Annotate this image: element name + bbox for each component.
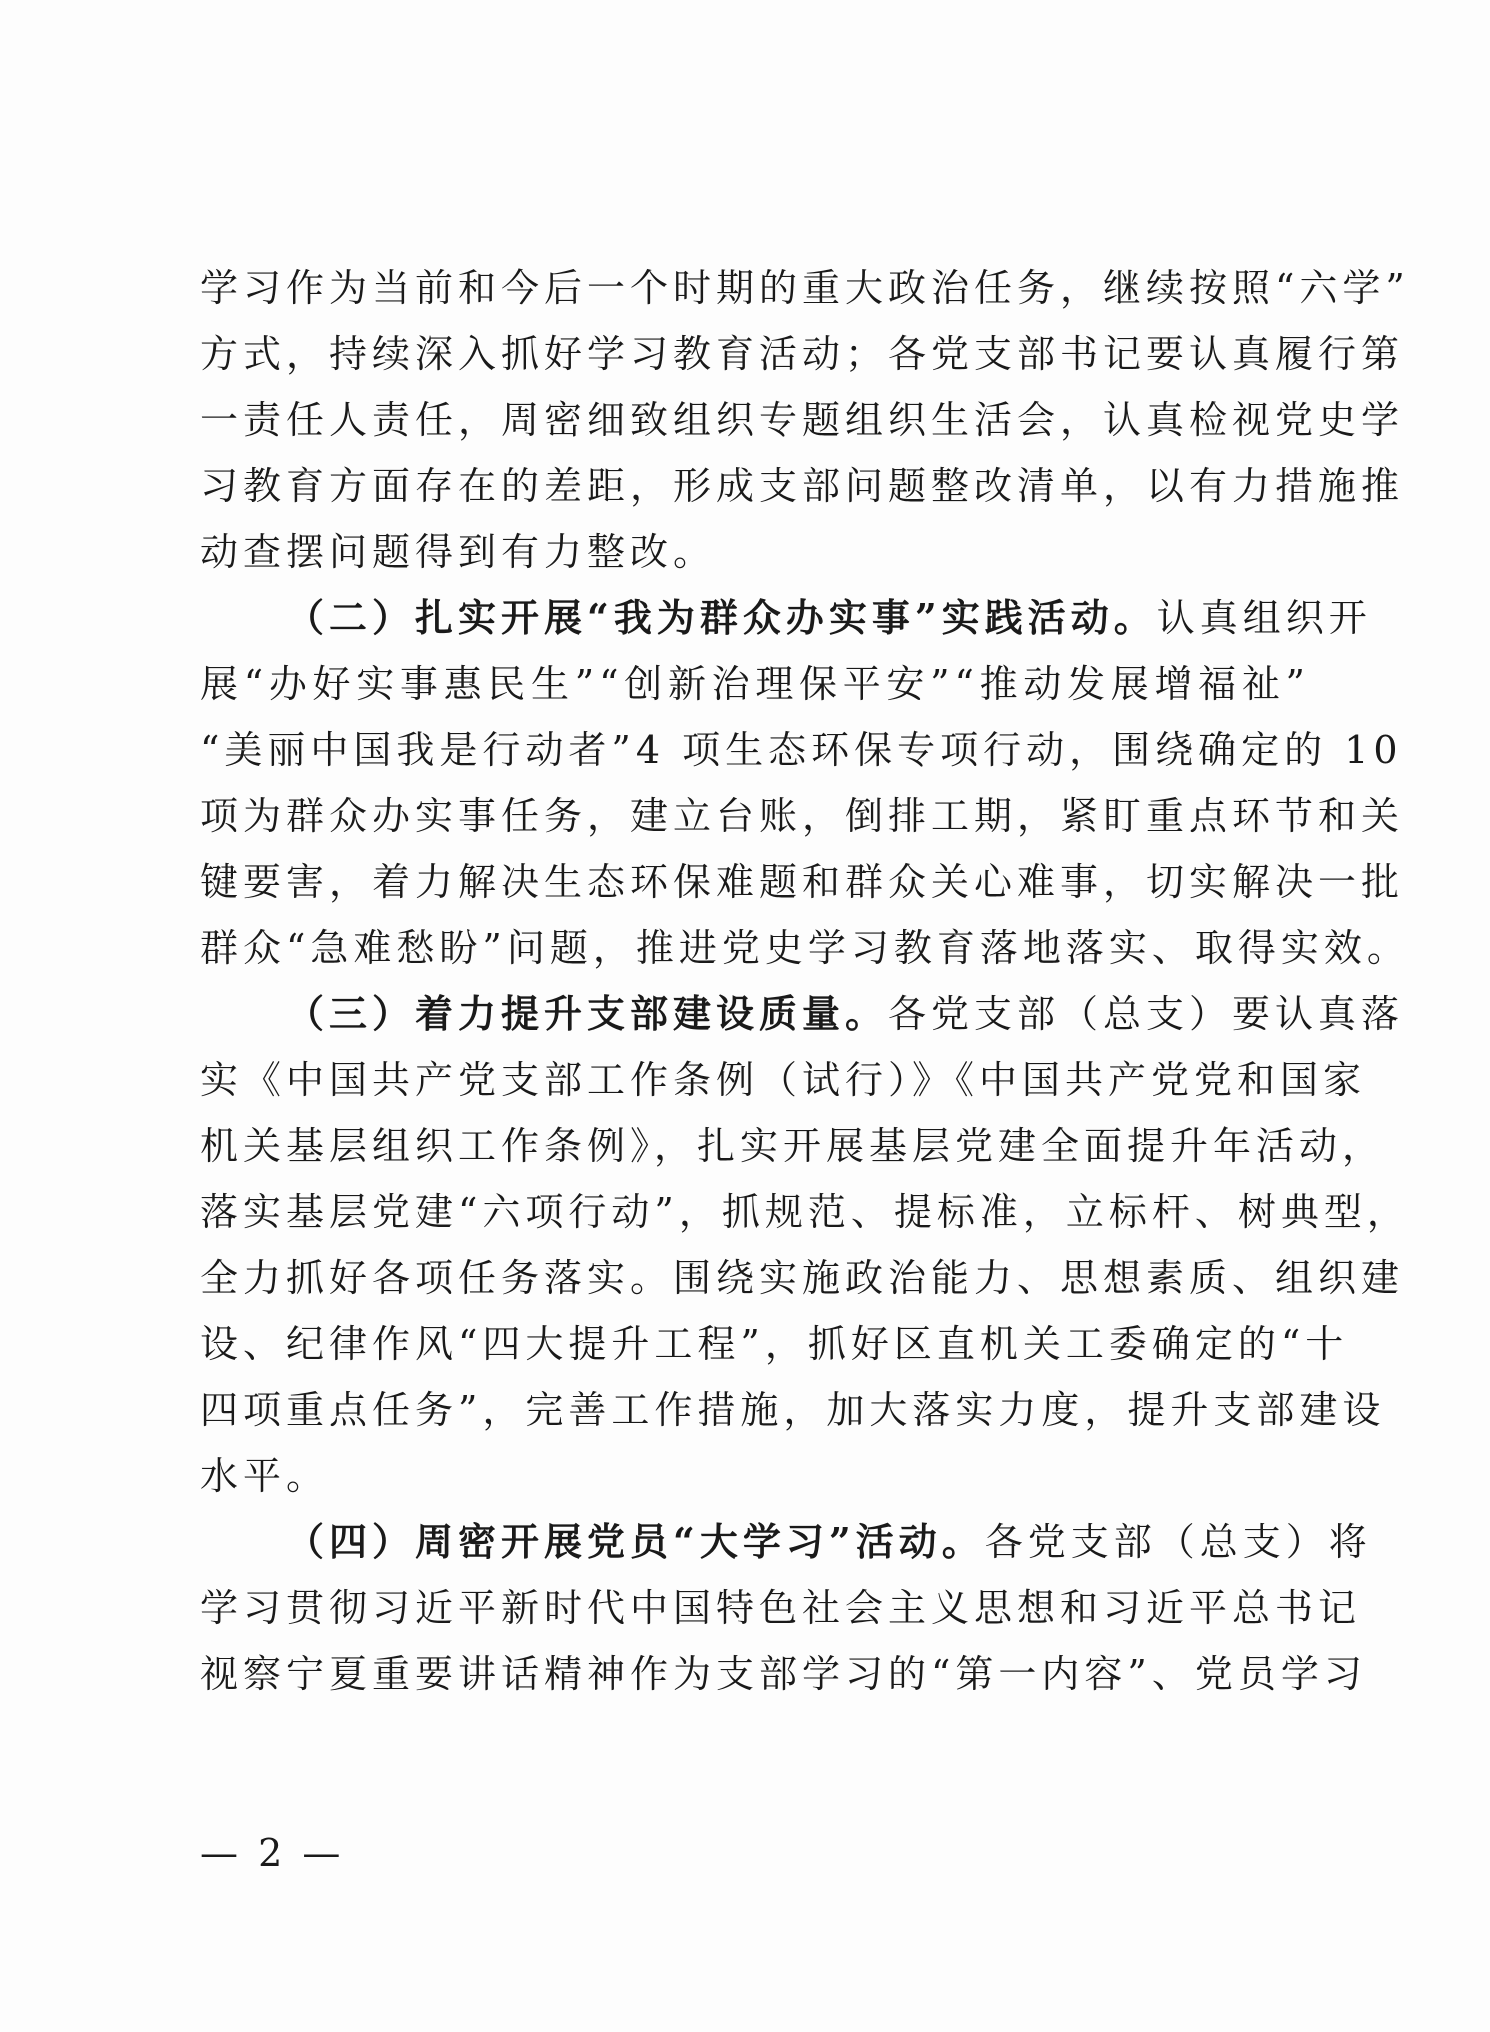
text-line: “美丽中国我是行动者”4 项生态环保专项行动，围绕确定的 10 bbox=[200, 728, 1403, 772]
text-line: 设、纪律作风“四大提升工程”，抓好区直机关工委确定的“十 bbox=[200, 1322, 1349, 1366]
section-heading: （三）着力提升支部建设质量。 bbox=[286, 991, 889, 1036]
text-span: 各党支部（总支）要认真落 bbox=[888, 992, 1405, 1036]
document-body bbox=[200, 255, 1410, 1707]
text-line: 实《中国共产党支部工作条例（试行）》《中国共产党党和国家 bbox=[200, 1058, 1367, 1102]
text-line: 动查摆问题得到有力整改。 bbox=[200, 530, 717, 574]
text-line: 学习作为当前和今后一个时期的重大政治任务，继续按照“六学” bbox=[200, 266, 1410, 310]
text-span: 各党支部（总支）将 bbox=[984, 1520, 1372, 1564]
text-line: 键要害，着力解决生态环保难题和群众关心难事，切实解决一批 bbox=[200, 860, 1405, 904]
paragraph-4 bbox=[200, 1509, 1372, 1707]
paragraph-3 bbox=[200, 981, 1410, 1509]
text-line: 展“办好实事惠民生”“创新治理保平安”“推动发展增福祉” bbox=[200, 662, 1310, 706]
text-line: 方式，持续深入抓好学习教育活动；各党支部书记要认真履行第 bbox=[200, 332, 1405, 376]
text-line: 四项重点任务”，完善工作措施，加大落实力度，提升支部建设 bbox=[200, 1388, 1386, 1432]
text-line: 习教育方面存在的差距，形成支部问题整改清单，以有力措施推 bbox=[200, 464, 1405, 508]
text-line: 学习贯彻习近平新时代中国特色社会主义思想和习近平总书记 bbox=[200, 1586, 1362, 1630]
text-line: 机关基层组织工作条例》，扎实开展基层党建全面提升年活动， bbox=[200, 1124, 1386, 1168]
text-span: 认真组织开 bbox=[1156, 596, 1372, 640]
text-line bbox=[200, 1509, 1372, 1575]
text-line: 一责任人责任，周密细致组织专题组织生活会，认真检视党史学 bbox=[200, 398, 1405, 442]
text-line bbox=[200, 981, 1405, 1047]
text-line: 群众“急难愁盼”问题，推进党史学习教育落地落实、取得实效。 bbox=[200, 926, 1410, 970]
text-line: 水平。 bbox=[200, 1454, 330, 1498]
paragraph-2 bbox=[200, 585, 1410, 981]
text-line: 落实基层党建“六项行动”，抓规范、提标准，立标杆、树典型， bbox=[200, 1190, 1410, 1234]
paragraph-1 bbox=[200, 255, 1410, 585]
text-line: 全力抓好各项任务落实。围绕实施政治能力、思想素质、组织建 bbox=[200, 1256, 1405, 1300]
section-heading: （四）周密开展党员“大学习”活动。 bbox=[286, 1519, 985, 1564]
text-line: 视察宁夏重要讲话精神作为支部学习的“第一内容”、党员学习 bbox=[200, 1652, 1367, 1696]
text-line: 项为群众办实事任务，建立台账，倒排工期，紧盯重点环节和关 bbox=[200, 794, 1405, 838]
page-number: — 2 — bbox=[200, 1831, 345, 1875]
text-line bbox=[200, 585, 1372, 651]
section-heading: （二）扎实开展“我为群众办实事”实践活动。 bbox=[286, 595, 1157, 640]
